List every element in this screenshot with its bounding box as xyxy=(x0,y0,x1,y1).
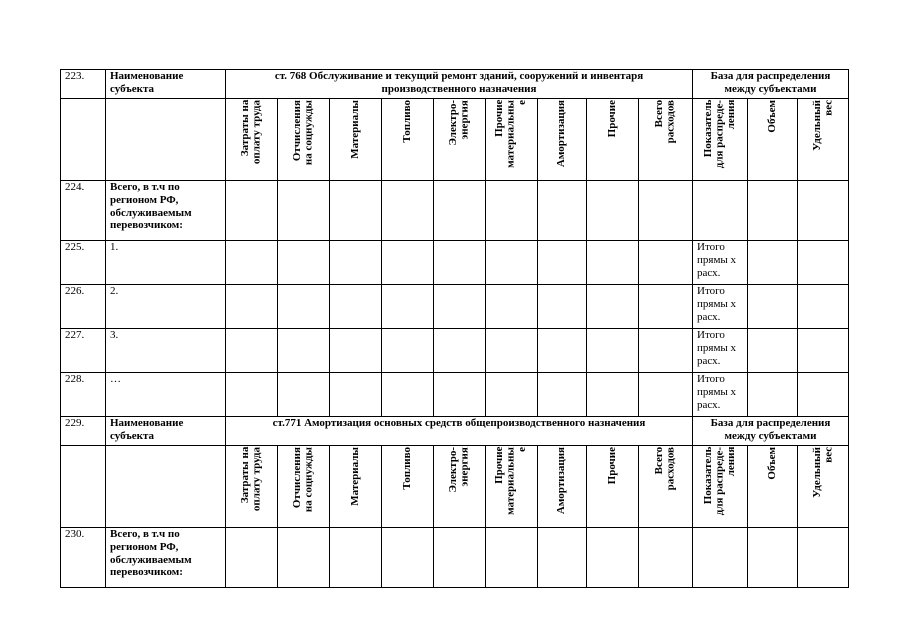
value-cell xyxy=(382,181,434,241)
column-header-label: Объем xyxy=(765,447,778,480)
row-number: 224. xyxy=(61,181,106,241)
column-header-label: Показатель для распреде- ления xyxy=(701,100,737,169)
column-header-label: Прочие материальны е xyxy=(493,447,529,515)
value-cell xyxy=(587,528,639,588)
value-cell xyxy=(382,241,434,285)
value-cell xyxy=(538,528,587,588)
table-row xyxy=(61,181,849,241)
column-header xyxy=(538,99,587,181)
distribution-base-title: База для распределения между субъектами xyxy=(693,417,849,446)
value-cell xyxy=(226,181,278,241)
value-cell xyxy=(434,528,486,588)
row-number: 230. xyxy=(61,528,106,588)
table-row xyxy=(61,285,849,329)
value-cell xyxy=(639,329,693,373)
column-header xyxy=(382,446,434,528)
row-number: 228. xyxy=(61,373,106,417)
share-cell xyxy=(798,329,849,373)
column-header-label: Амортизация xyxy=(555,447,568,515)
value-cell xyxy=(486,181,538,241)
column-header-label: Удельный вес xyxy=(810,100,834,151)
value-cell xyxy=(538,241,587,285)
subject-name: 2. xyxy=(106,285,226,329)
cost-item-title: ст.771 Амортизация основных средств общепроизводственного назначения xyxy=(226,417,693,446)
value-cell xyxy=(330,329,382,373)
distribution-indicator: Итого прямы х расх. xyxy=(693,241,748,285)
column-header xyxy=(639,99,693,181)
value-cell xyxy=(587,285,639,329)
value-cell xyxy=(382,329,434,373)
value-cell xyxy=(278,329,330,373)
column-header xyxy=(330,99,382,181)
column-header-label: Всего расходов xyxy=(653,447,677,491)
volume-cell xyxy=(748,373,798,417)
column-header-label: Амортизация xyxy=(555,100,568,168)
column-header-row xyxy=(61,99,849,181)
cost-item-title: ст. 768 Обслуживание и текущий ремонт зданий, сооружений и инвентаря производственного назначения xyxy=(226,70,693,99)
value-cell xyxy=(226,329,278,373)
column-header xyxy=(693,446,748,528)
row-number xyxy=(61,446,106,528)
distribution-indicator: Итого прямы х расх. xyxy=(693,285,748,329)
share-cell xyxy=(798,285,849,329)
subject-name-header: Наименование субъекта xyxy=(106,70,226,99)
value-cell xyxy=(434,329,486,373)
column-header xyxy=(748,446,798,528)
value-cell xyxy=(538,373,587,417)
column-header-label: Прочие xyxy=(605,447,618,485)
volume-cell xyxy=(748,241,798,285)
share-cell xyxy=(798,241,849,285)
value-cell xyxy=(278,285,330,329)
column-header xyxy=(639,446,693,528)
subject-name: 1. xyxy=(106,241,226,285)
subject-name: 3. xyxy=(106,329,226,373)
value-cell xyxy=(587,181,639,241)
value-cell xyxy=(639,285,693,329)
column-header xyxy=(748,99,798,181)
value-cell xyxy=(382,528,434,588)
value-cell xyxy=(639,373,693,417)
volume-cell xyxy=(748,285,798,329)
value-cell xyxy=(226,528,278,588)
column-header xyxy=(382,99,434,181)
volume-cell xyxy=(748,329,798,373)
value-cell xyxy=(330,285,382,329)
column-header-label: Прочие xyxy=(605,100,618,138)
column-header xyxy=(434,446,486,528)
distribution-indicator xyxy=(693,528,748,588)
column-header-label: Прочие материальны е xyxy=(493,100,529,168)
value-cell xyxy=(226,285,278,329)
column-header-label: Удельный вес xyxy=(810,447,834,498)
column-header xyxy=(226,446,278,528)
table-row xyxy=(61,528,849,588)
column-header-label: Показатель для распреде- ления xyxy=(701,447,737,516)
share-cell xyxy=(798,528,849,588)
value-cell xyxy=(330,181,382,241)
column-header xyxy=(486,446,538,528)
value-cell xyxy=(434,285,486,329)
row-number: 225. xyxy=(61,241,106,285)
subject-name: … xyxy=(106,373,226,417)
value-cell xyxy=(382,285,434,329)
value-cell xyxy=(486,241,538,285)
column-header xyxy=(693,99,748,181)
share-cell xyxy=(798,181,849,241)
value-cell xyxy=(486,373,538,417)
column-header xyxy=(587,99,639,181)
value-cell xyxy=(639,241,693,285)
value-cell xyxy=(639,181,693,241)
value-cell xyxy=(226,241,278,285)
value-cell xyxy=(330,373,382,417)
column-header-label: Отчисления на соцнужды xyxy=(291,447,315,513)
value-cell xyxy=(434,181,486,241)
column-header xyxy=(587,446,639,528)
value-cell xyxy=(278,241,330,285)
subject-name-header: Наименование субъекта xyxy=(106,417,226,446)
volume-cell xyxy=(748,181,798,241)
table-row xyxy=(61,241,849,285)
column-header xyxy=(486,99,538,181)
column-header xyxy=(278,446,330,528)
column-header-label: Электро- энергия xyxy=(447,447,471,493)
column-header-label: Отчисления на соцнужды xyxy=(291,100,315,166)
column-header xyxy=(330,446,382,528)
column-header-label: Топливо xyxy=(400,447,413,490)
value-cell xyxy=(587,241,639,285)
value-cell xyxy=(538,181,587,241)
column-header-row xyxy=(61,446,849,528)
distribution-indicator: Итого прямы х расх. xyxy=(693,373,748,417)
value-cell xyxy=(434,241,486,285)
subject-name-cell xyxy=(106,99,226,181)
value-cell xyxy=(538,329,587,373)
value-cell xyxy=(278,181,330,241)
column-header xyxy=(538,446,587,528)
column-header xyxy=(226,99,278,181)
value-cell xyxy=(486,285,538,329)
value-cell xyxy=(226,373,278,417)
value-cell xyxy=(587,329,639,373)
value-cell xyxy=(486,329,538,373)
table-row xyxy=(61,329,849,373)
column-header-label: Материалы xyxy=(348,447,361,506)
distribution-indicator xyxy=(693,181,748,241)
column-header-label: Всего расходов xyxy=(653,100,677,144)
cost-distribution-table xyxy=(60,69,849,588)
value-cell xyxy=(330,528,382,588)
value-cell xyxy=(538,285,587,329)
column-header xyxy=(434,99,486,181)
section-title-row xyxy=(61,70,849,99)
column-header-label: Затраты на оплату труда xyxy=(239,100,263,165)
value-cell xyxy=(434,373,486,417)
value-cell xyxy=(486,528,538,588)
column-header-label: Объем xyxy=(765,100,778,133)
column-header xyxy=(798,99,849,181)
column-header-label: Топливо xyxy=(400,100,413,143)
subject-name: Всего, в т.ч по регионом РФ, обслуживаемым перевозчиком: xyxy=(106,528,226,588)
share-cell xyxy=(798,373,849,417)
table-body xyxy=(61,70,849,588)
table-row xyxy=(61,373,849,417)
column-header-label: Затраты на оплату труда xyxy=(239,447,263,512)
row-number: 227. xyxy=(61,329,106,373)
value-cell xyxy=(587,373,639,417)
column-header-label: Электро- энергия xyxy=(447,100,471,146)
value-cell xyxy=(278,373,330,417)
section-title-row xyxy=(61,417,849,446)
volume-cell xyxy=(748,528,798,588)
column-header xyxy=(798,446,849,528)
value-cell xyxy=(278,528,330,588)
column-header xyxy=(278,99,330,181)
column-header-label: Материалы xyxy=(348,100,361,159)
row-number: 226. xyxy=(61,285,106,329)
value-cell xyxy=(382,373,434,417)
row-number: 229. xyxy=(61,417,106,446)
value-cell xyxy=(330,241,382,285)
row-number xyxy=(61,99,106,181)
row-number: 223. xyxy=(61,70,106,99)
value-cell xyxy=(639,528,693,588)
distribution-base-title: База для распределения между субъектами xyxy=(693,70,849,99)
subject-name-cell xyxy=(106,446,226,528)
subject-name: Всего, в т.ч по регионом РФ, обслуживаемым перевозчиком: xyxy=(106,181,226,241)
distribution-indicator: Итого прямы х расх. xyxy=(693,329,748,373)
